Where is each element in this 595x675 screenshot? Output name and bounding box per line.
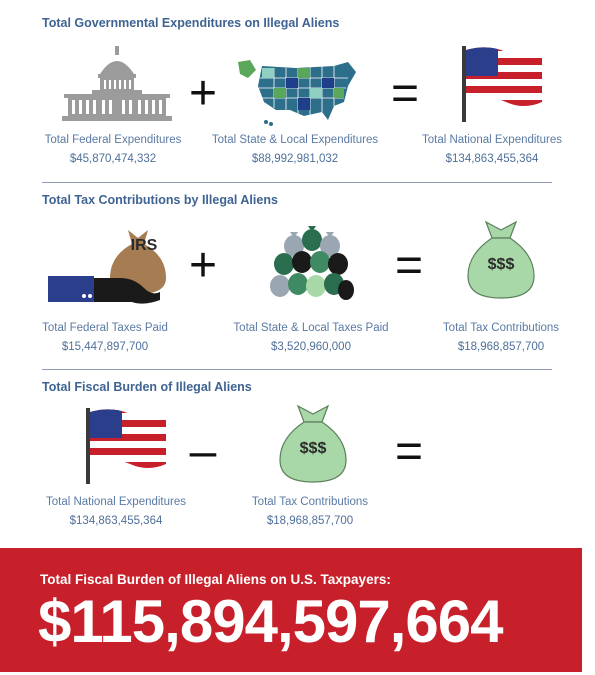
item-label: Total Federal Taxes Paid <box>42 322 168 334</box>
us-map-icon <box>236 58 364 128</box>
item-label: Total State & Local Expenditures <box>211 134 379 146</box>
banner-amount: $115,894,597,664 <box>38 588 503 655</box>
us-flag-icon <box>84 406 168 484</box>
minus-operator: – <box>189 425 217 478</box>
plus-operator: + <box>188 67 218 120</box>
item-amount: $45,870,474,332 <box>69 153 157 165</box>
money-bags-pile-icon <box>268 224 354 306</box>
section3-heading: Total Fiscal Burden of Illegal Aliens <box>42 380 252 394</box>
section1-heading: Total Governmental Expenditures on Illegal Aliens <box>42 16 340 30</box>
item-label: Total Tax Contributions <box>442 322 560 334</box>
item-amount: $3,520,960,000 <box>271 341 351 353</box>
item-amount: $88,992,981,032 <box>251 153 339 165</box>
banner-title: Total Fiscal Burden of Illegal Aliens on U.S. Taxpayers: <box>40 572 391 587</box>
capitol-icon <box>62 44 172 122</box>
us-flag-icon <box>460 44 544 122</box>
item-amount: $15,447,897,700 <box>61 341 149 353</box>
item-label: Total National Expenditures <box>422 134 562 146</box>
item-amount: $18,968,857,700 <box>266 515 354 527</box>
item-amount: $134,863,455,364 <box>69 515 163 527</box>
item-label: Total Tax Contributions <box>251 496 369 508</box>
section-divider <box>42 182 552 183</box>
item-label: Total Federal Expenditures <box>44 134 182 146</box>
dollar-signs-text: $$$ <box>299 440 327 457</box>
equals-operator: = <box>394 239 424 292</box>
item-label: Total State & Local Taxes Paid <box>233 322 389 334</box>
section-divider <box>42 369 552 370</box>
plus-operator: + <box>188 239 218 292</box>
section2-heading: Total Tax Contributions by Illegal Aliens <box>42 193 278 207</box>
item-amount: $18,968,857,700 <box>457 341 545 353</box>
equals-operator: = <box>390 67 420 120</box>
item-label: Total National Expenditures <box>46 496 186 508</box>
dollar-signs-text: $$$ <box>487 256 515 273</box>
equals-operator: = <box>394 425 424 478</box>
irs-text: IRS <box>130 237 158 254</box>
item-amount: $134,863,455,364 <box>445 153 539 165</box>
